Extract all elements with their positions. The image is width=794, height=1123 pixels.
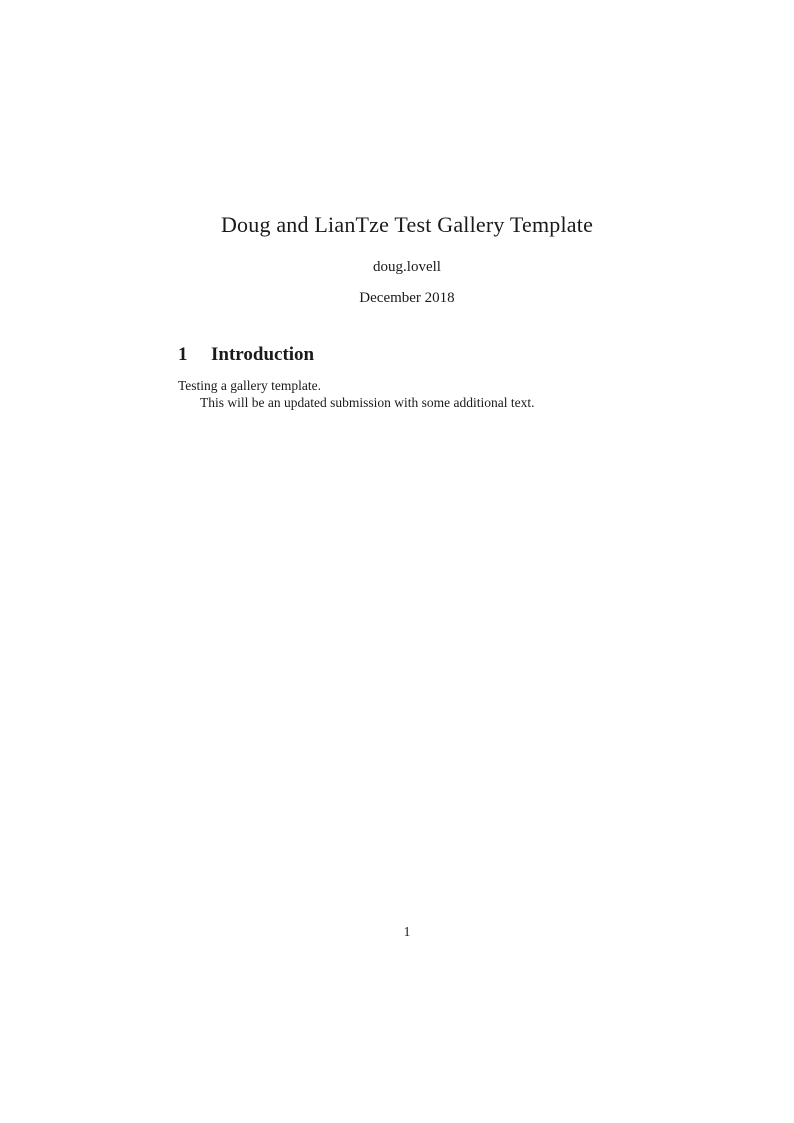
section-title: Introduction xyxy=(211,344,315,365)
document-author: doug.lovell xyxy=(373,259,441,275)
page-number: 1 xyxy=(403,924,411,939)
paragraph-line-2: This will be an updated submission with some additional text. xyxy=(200,394,535,410)
paragraph-line-1: Testing a gallery template. xyxy=(178,378,322,393)
section-heading xyxy=(178,343,636,367)
document-title: Doug and LianTze Test Gallery Template xyxy=(220,212,594,237)
section-number: 1 xyxy=(178,344,188,365)
document-date: December 2018 xyxy=(359,290,455,306)
